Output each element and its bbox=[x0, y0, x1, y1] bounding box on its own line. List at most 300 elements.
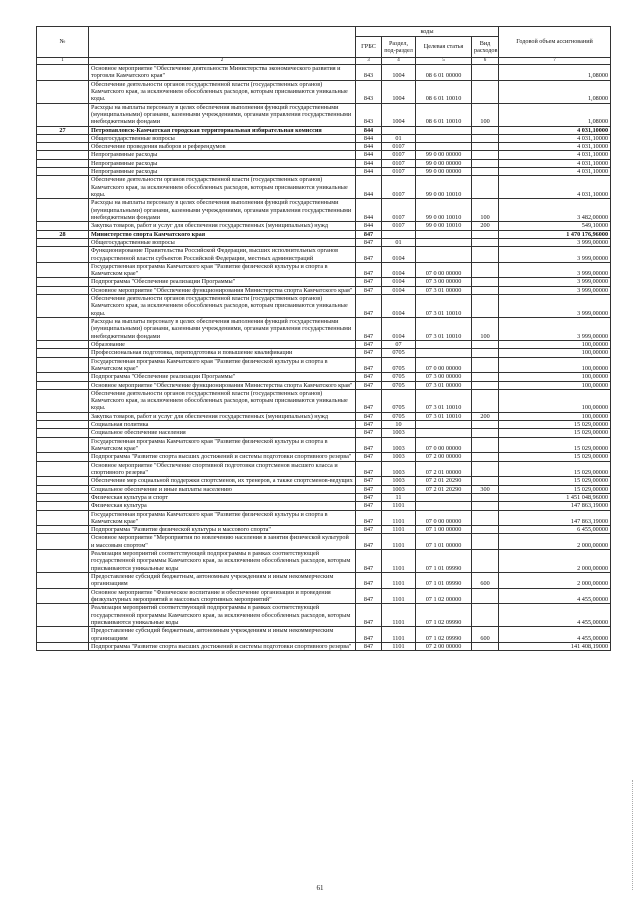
row-sum: 1,08000 bbox=[499, 65, 611, 81]
row-razdel: 0705 bbox=[382, 412, 416, 420]
row-number bbox=[37, 238, 89, 246]
row-grbs: 847 bbox=[356, 604, 382, 627]
row-grbs: 847 bbox=[356, 502, 382, 510]
row-target-article: 07 1 02 09990 bbox=[416, 604, 472, 627]
table-row bbox=[37, 642, 611, 650]
row-grbs: 847 bbox=[356, 642, 382, 650]
row-sum: 100,00000 bbox=[499, 373, 611, 381]
row-target-article: 07 0 00 00000 bbox=[416, 437, 472, 453]
row-number bbox=[37, 534, 89, 550]
row-target-article: 07 1 02 00000 bbox=[416, 588, 472, 604]
row-expense-type bbox=[472, 247, 499, 263]
row-grbs: 844 bbox=[356, 176, 382, 199]
table-row bbox=[37, 502, 611, 510]
row-razdel: 1003 bbox=[382, 437, 416, 453]
row-target-article: 07 1 01 00000 bbox=[416, 534, 472, 550]
table-row bbox=[37, 262, 611, 278]
row-target-article: 07 0 00 00000 bbox=[416, 510, 472, 526]
row-expense-type bbox=[472, 381, 499, 389]
row-expense-type bbox=[472, 453, 499, 461]
table-row bbox=[37, 526, 611, 534]
row-target-article bbox=[416, 126, 472, 134]
row-target-article: 99 0 00 10010 bbox=[416, 199, 472, 222]
row-name: Образование bbox=[89, 340, 356, 348]
table-row bbox=[37, 65, 611, 81]
row-sum: 3 999,00000 bbox=[499, 278, 611, 286]
row-grbs: 843 bbox=[356, 65, 382, 81]
row-name: Профессиональная подготовка, переподготовка и повышение квалификации bbox=[89, 349, 356, 357]
row-name: Обеспечение деятельности органов государственной власти (государственных органов) Камчатского края, за исключением обособленных расходов, которым присваиваются уникальные коды. bbox=[89, 389, 356, 412]
row-expense-type bbox=[472, 349, 499, 357]
row-grbs: 847 bbox=[356, 340, 382, 348]
row-sum: 15 029,00000 bbox=[499, 421, 611, 429]
row-sum: 100,00000 bbox=[499, 340, 611, 348]
row-expense-type bbox=[472, 80, 499, 103]
row-target-article: 07 3 01 10010 bbox=[416, 318, 472, 341]
row-expense-type bbox=[472, 604, 499, 627]
row-name: Социальная политика bbox=[89, 421, 356, 429]
row-sum: 4 031,10000 bbox=[499, 134, 611, 142]
row-grbs: 844 bbox=[356, 126, 382, 134]
row-razdel: 0104 bbox=[382, 278, 416, 286]
row-expense-type bbox=[472, 389, 499, 412]
row-razdel: 1101 bbox=[382, 550, 416, 573]
table-row bbox=[37, 168, 611, 176]
row-grbs: 847 bbox=[356, 550, 382, 573]
row-sum: 3 999,00000 bbox=[499, 286, 611, 294]
header-annual-sum: Годовой объем ассигнований bbox=[499, 27, 611, 58]
row-expense-type bbox=[472, 642, 499, 650]
row-name: Основное мероприятие "Обеспечение функционирования Министерства спорта Камчатского края" bbox=[89, 381, 356, 389]
row-expense-type bbox=[472, 526, 499, 534]
row-expense-type bbox=[472, 168, 499, 176]
table-row bbox=[37, 627, 611, 643]
row-razdel: 0705 bbox=[382, 373, 416, 381]
row-razdel: 1003 bbox=[382, 453, 416, 461]
row-expense-type bbox=[472, 429, 499, 437]
row-sum: 100,00000 bbox=[499, 412, 611, 420]
row-target-article: 07 3 01 10010 bbox=[416, 295, 472, 318]
row-razdel bbox=[382, 126, 416, 134]
header-number: № bbox=[37, 27, 89, 58]
table-row bbox=[37, 176, 611, 199]
table-row bbox=[37, 349, 611, 357]
row-number bbox=[37, 485, 89, 493]
row-number bbox=[37, 642, 89, 650]
row-razdel: 0705 bbox=[382, 349, 416, 357]
row-razdel: 1101 bbox=[382, 642, 416, 650]
row-number bbox=[37, 340, 89, 348]
row-razdel: 0104 bbox=[382, 247, 416, 263]
row-target-article: 07 2 01 20290 bbox=[416, 485, 472, 493]
row-grbs: 847 bbox=[356, 477, 382, 485]
row-target-article bbox=[416, 421, 472, 429]
row-sum: 6 455,00000 bbox=[499, 526, 611, 534]
row-target-article: 99 0 00 10010 bbox=[416, 222, 472, 230]
row-grbs: 847 bbox=[356, 238, 382, 246]
row-number bbox=[37, 278, 89, 286]
row-expense-type bbox=[472, 550, 499, 573]
row-razdel: 0705 bbox=[382, 389, 416, 412]
row-target-article bbox=[416, 340, 472, 348]
row-sum: 4 031,10000 bbox=[499, 159, 611, 167]
row-name: Государственная программа Камчатского края "Развитие физической культуры и спорта в Камчатском крае" bbox=[89, 262, 356, 278]
row-grbs: 847 bbox=[356, 318, 382, 341]
row-number bbox=[37, 502, 89, 510]
row-number bbox=[37, 262, 89, 278]
row-target-article: 99 0 00 00000 bbox=[416, 168, 472, 176]
row-name: Расходы на выплаты персоналу в целях обеспечения выполнения функций государственными (муниципальными) органами, казенными учреждениями, органами управления государственными внебюджетными фондами bbox=[89, 318, 356, 341]
row-number bbox=[37, 477, 89, 485]
row-number: 28 bbox=[37, 230, 89, 238]
row-expense-type: 200 bbox=[472, 412, 499, 420]
row-grbs: 844 bbox=[356, 143, 382, 151]
row-sum: 3 999,00000 bbox=[499, 318, 611, 341]
row-target-article bbox=[416, 238, 472, 246]
row-name: Петропавловск-Камчатская городская территориальная избирательная комиссия bbox=[89, 126, 356, 134]
row-sum: 4 031,10000 bbox=[499, 176, 611, 199]
table-row bbox=[37, 238, 611, 246]
row-number bbox=[37, 318, 89, 341]
row-target-article: 07 2 01 00000 bbox=[416, 461, 472, 477]
row-number bbox=[37, 247, 89, 263]
row-name: Министерство спорта Камчатского края bbox=[89, 230, 356, 238]
row-name: Общегосударственные вопросы bbox=[89, 238, 356, 246]
row-razdel: 0104 bbox=[382, 286, 416, 294]
table-row bbox=[37, 573, 611, 589]
row-sum: 4 031,10000 bbox=[499, 151, 611, 159]
row-grbs: 847 bbox=[356, 412, 382, 420]
table-row bbox=[37, 134, 611, 142]
row-name: Основное мероприятие "Физическое воспитание и обеспечение организации и проведения физкультурных мероприятий и массовых спортивных мероприятий" bbox=[89, 588, 356, 604]
row-number bbox=[37, 604, 89, 627]
row-sum: 4 031,10000 bbox=[499, 126, 611, 134]
row-grbs: 847 bbox=[356, 286, 382, 294]
row-name: Непрограммные расходы bbox=[89, 151, 356, 159]
row-sum: 2 000,00000 bbox=[499, 573, 611, 589]
table-row bbox=[37, 412, 611, 420]
table-row bbox=[37, 477, 611, 485]
row-grbs: 847 bbox=[356, 357, 382, 373]
row-expense-type bbox=[472, 510, 499, 526]
row-number bbox=[37, 295, 89, 318]
row-target-article: 07 1 00 00000 bbox=[416, 526, 472, 534]
row-razdel: 1101 bbox=[382, 502, 416, 510]
row-razdel: 0107 bbox=[382, 168, 416, 176]
row-expense-type: 600 bbox=[472, 627, 499, 643]
row-number: 27 bbox=[37, 126, 89, 134]
row-target-article: 07 0 00 00000 bbox=[416, 357, 472, 373]
row-sum: 1,08000 bbox=[499, 80, 611, 103]
row-razdel: 1004 bbox=[382, 65, 416, 81]
row-target-article: 99 0 00 10010 bbox=[416, 176, 472, 199]
row-razdel: 0104 bbox=[382, 295, 416, 318]
row-sum: 1 470 176,96000 bbox=[499, 230, 611, 238]
row-sum: 549,10000 bbox=[499, 222, 611, 230]
row-sum: 100,00000 bbox=[499, 381, 611, 389]
row-razdel: 1101 bbox=[382, 510, 416, 526]
row-name: Реализация мероприятий соответствующей подпрограммы в рамках соответствующей государственной программы Камчатского края, за исключением обособленных расходов, которым присваиваются уникальные коды bbox=[89, 550, 356, 573]
row-grbs: 847 bbox=[356, 295, 382, 318]
row-number bbox=[37, 151, 89, 159]
row-razdel: 1101 bbox=[382, 627, 416, 643]
row-target-article: 08 6 01 10010 bbox=[416, 80, 472, 103]
row-number bbox=[37, 168, 89, 176]
table-row bbox=[37, 295, 611, 318]
row-grbs: 847 bbox=[356, 534, 382, 550]
row-name: Социальное обеспечение и иные выплаты населению bbox=[89, 485, 356, 493]
budget-page bbox=[36, 26, 610, 651]
row-razdel: 0107 bbox=[382, 199, 416, 222]
row-grbs: 843 bbox=[356, 80, 382, 103]
row-grbs: 847 bbox=[356, 349, 382, 357]
row-razdel: 0107 bbox=[382, 222, 416, 230]
row-name: Обеспечение деятельности органов государственной власти (государственных органов) Камчатского края, за исключением обособленных расходов, которым присваиваются уникальные коды. bbox=[89, 295, 356, 318]
row-sum: 15 029,00000 bbox=[499, 461, 611, 477]
row-target-article: 99 0 00 00000 bbox=[416, 151, 472, 159]
row-razdel: 01 bbox=[382, 134, 416, 142]
row-grbs: 847 bbox=[356, 421, 382, 429]
header-name bbox=[89, 27, 356, 58]
row-expense-type bbox=[472, 340, 499, 348]
table-row bbox=[37, 389, 611, 412]
row-grbs: 847 bbox=[356, 389, 382, 412]
row-razdel: 0705 bbox=[382, 357, 416, 373]
row-grbs: 847 bbox=[356, 381, 382, 389]
row-expense-type bbox=[472, 502, 499, 510]
table-row bbox=[37, 461, 611, 477]
row-razdel: 10 bbox=[382, 421, 416, 429]
row-name: Предоставление субсидий бюджетным, автономным учреждениям и иным некоммерческим организациям bbox=[89, 573, 356, 589]
table-row bbox=[37, 381, 611, 389]
row-razdel: 1101 bbox=[382, 604, 416, 627]
row-sum: 15 029,00000 bbox=[499, 453, 611, 461]
row-razdel: 1101 bbox=[382, 588, 416, 604]
row-name: Закупка товаров, работ и услуг для обеспечения государственных (муниципальных) нужд bbox=[89, 222, 356, 230]
row-expense-type bbox=[472, 421, 499, 429]
row-target-article bbox=[416, 134, 472, 142]
row-name: Обеспечение деятельности органов государственной власти (государственных органов) Камчатского края, за исключением обособленных расходов, которым присваиваются уникальные коды. bbox=[89, 80, 356, 103]
row-grbs: 847 bbox=[356, 373, 382, 381]
row-name: Расходы на выплаты персоналу в целях обеспечения выполнения функций государственными (муниципальными) органами, казенными учреждениями, органами управления государственными внебюджетными фондами bbox=[89, 199, 356, 222]
row-expense-type bbox=[472, 176, 499, 199]
row-target-article: 07 3 00 00000 bbox=[416, 373, 472, 381]
column-number-6: 6 bbox=[472, 58, 499, 65]
row-grbs: 847 bbox=[356, 493, 382, 501]
row-expense-type: 100 bbox=[472, 199, 499, 222]
row-name: Обеспечение проведения выборов и референдумов bbox=[89, 143, 356, 151]
row-number bbox=[37, 80, 89, 103]
header-target-article: Целевая статья bbox=[416, 37, 472, 58]
table-row bbox=[37, 429, 611, 437]
row-target-article: 08 6 01 00000 bbox=[416, 65, 472, 81]
row-expense-type: 200 bbox=[472, 222, 499, 230]
row-name: Основное мероприятие "Обеспечение спортивной подготовки спортсменов высшего класса и спортивного резерва" bbox=[89, 461, 356, 477]
row-name: Физическая культура и спорт bbox=[89, 493, 356, 501]
table-row bbox=[37, 222, 611, 230]
table-row bbox=[37, 588, 611, 604]
row-target-article bbox=[416, 493, 472, 501]
row-sum: 141 408,19000 bbox=[499, 642, 611, 650]
row-target-article: 07 3 01 00000 bbox=[416, 381, 472, 389]
row-number bbox=[37, 103, 89, 126]
column-number-4: 4 bbox=[382, 58, 416, 65]
table-row bbox=[37, 493, 611, 501]
row-target-article: 99 0 00 00000 bbox=[416, 159, 472, 167]
row-target-article: 08 6 01 10010 bbox=[416, 103, 472, 126]
row-razdel: 1004 bbox=[382, 80, 416, 103]
row-target-article bbox=[416, 349, 472, 357]
row-target-article: 07 3 01 00000 bbox=[416, 286, 472, 294]
row-sum: 147 863,19000 bbox=[499, 502, 611, 510]
row-sum: 3 999,00000 bbox=[499, 238, 611, 246]
row-expense-type bbox=[472, 295, 499, 318]
column-number-1: 1 bbox=[37, 58, 89, 65]
table-row bbox=[37, 485, 611, 493]
row-grbs: 847 bbox=[356, 510, 382, 526]
row-sum: 100,00000 bbox=[499, 349, 611, 357]
table-row bbox=[37, 286, 611, 294]
row-sum: 4 031,10000 bbox=[499, 143, 611, 151]
row-razdel: 1101 bbox=[382, 526, 416, 534]
row-number bbox=[37, 357, 89, 373]
row-grbs: 847 bbox=[356, 262, 382, 278]
row-name: Подпрограмма "Развитие физической культуры и массового спорта" bbox=[89, 526, 356, 534]
row-number bbox=[37, 453, 89, 461]
row-sum: 15 029,00000 bbox=[499, 437, 611, 453]
column-number-7: 7 bbox=[499, 58, 611, 65]
row-expense-type bbox=[472, 477, 499, 485]
table-row bbox=[37, 373, 611, 381]
row-target-article: 07 3 01 10010 bbox=[416, 389, 472, 412]
row-grbs: 847 bbox=[356, 453, 382, 461]
row-razdel: 1003 bbox=[382, 429, 416, 437]
row-sum: 3 999,00000 bbox=[499, 247, 611, 263]
row-name: Подпрограмма "Обеспечение реализации Программы" bbox=[89, 373, 356, 381]
row-razdel: 1003 bbox=[382, 477, 416, 485]
row-number bbox=[37, 429, 89, 437]
row-sum: 100,00000 bbox=[499, 357, 611, 373]
row-grbs: 844 bbox=[356, 159, 382, 167]
row-grbs: 844 bbox=[356, 134, 382, 142]
row-razdel: 0107 bbox=[382, 159, 416, 167]
row-number bbox=[37, 222, 89, 230]
row-number bbox=[37, 373, 89, 381]
row-expense-type bbox=[472, 373, 499, 381]
row-razdel: 0107 bbox=[382, 151, 416, 159]
row-expense-type bbox=[472, 126, 499, 134]
row-grbs: 844 bbox=[356, 222, 382, 230]
column-number-5: 5 bbox=[416, 58, 472, 65]
row-razdel: 1101 bbox=[382, 534, 416, 550]
row-expense-type bbox=[472, 230, 499, 238]
row-expense-type bbox=[472, 493, 499, 501]
row-grbs: 844 bbox=[356, 151, 382, 159]
row-name: Обеспечение мер социальной поддержки спортсменов, их тренеров, а также спортсменов-ведущих bbox=[89, 477, 356, 485]
row-razdel: 0107 bbox=[382, 143, 416, 151]
row-name: Обеспечение деятельности органов государственной власти (государственных органов) Камчатского края, за исключением обособленных расходов, которым присваиваются уникальные коды. bbox=[89, 176, 356, 199]
row-name: Государственная программа Камчатского края "Развитие физической культуры и спорта в Камчатском крае" bbox=[89, 510, 356, 526]
row-target-article: 07 3 01 10010 bbox=[416, 412, 472, 420]
column-number-2: 2 bbox=[89, 58, 356, 65]
row-target-article bbox=[416, 502, 472, 510]
row-expense-type bbox=[472, 238, 499, 246]
table-row bbox=[37, 126, 611, 134]
row-expense-type bbox=[472, 134, 499, 142]
table-row bbox=[37, 318, 611, 341]
row-name: Функционирование Правительства Российской Федерации, высших исполнительных органов государственной власти субъектов Российской Федерации, местных администраций bbox=[89, 247, 356, 263]
table-row bbox=[37, 230, 611, 238]
table-row bbox=[37, 437, 611, 453]
row-number bbox=[37, 493, 89, 501]
row-name: Непрограммные расходы bbox=[89, 159, 356, 167]
header-razdel: Раздел, под-раздел bbox=[382, 37, 416, 58]
row-razdel: 1003 bbox=[382, 485, 416, 493]
row-number bbox=[37, 389, 89, 412]
table-row bbox=[37, 103, 611, 126]
row-sum: 4 455,00000 bbox=[499, 588, 611, 604]
table-row bbox=[37, 510, 611, 526]
row-expense-type bbox=[472, 286, 499, 294]
row-grbs: 847 bbox=[356, 278, 382, 286]
row-number bbox=[37, 199, 89, 222]
row-sum: 1 451 048,96000 bbox=[499, 493, 611, 501]
row-name: Государственная программа Камчатского края "Развитие физической культуры и спорта в Камчатском крае" bbox=[89, 357, 356, 373]
row-grbs: 847 bbox=[356, 627, 382, 643]
row-grbs: 847 bbox=[356, 429, 382, 437]
row-number bbox=[37, 412, 89, 420]
row-expense-type bbox=[472, 357, 499, 373]
row-number bbox=[37, 65, 89, 81]
row-expense-type: 300 bbox=[472, 485, 499, 493]
row-expense-type: 600 bbox=[472, 573, 499, 589]
row-sum: 1,08000 bbox=[499, 103, 611, 126]
row-target-article: 07 2 00 00000 bbox=[416, 642, 472, 650]
table-row bbox=[37, 143, 611, 151]
table-row bbox=[37, 534, 611, 550]
row-razdel: 01 bbox=[382, 238, 416, 246]
row-name: Реализация мероприятий соответствующей подпрограммы в рамках соответствующей государственной программы Камчатского края, за исключением обособленных расходов, которым присваиваются уникальные коды bbox=[89, 604, 356, 627]
row-name: Подпрограмма "Развитие спорта высших достижений и системы подготовки спортивного резерва" bbox=[89, 453, 356, 461]
row-sum: 2 000,00000 bbox=[499, 534, 611, 550]
row-grbs: 847 bbox=[356, 437, 382, 453]
row-expense-type: 100 bbox=[472, 103, 499, 126]
row-number bbox=[37, 526, 89, 534]
budget-table bbox=[36, 26, 611, 651]
row-grbs: 847 bbox=[356, 230, 382, 238]
row-number bbox=[37, 349, 89, 357]
row-razdel: 0107 bbox=[382, 176, 416, 199]
row-number bbox=[37, 437, 89, 453]
row-name: Основное мероприятие "Обеспечение функционирования Министерства спорта Камчатского края" bbox=[89, 286, 356, 294]
row-target-article bbox=[416, 247, 472, 263]
row-sum: 4 455,00000 bbox=[499, 627, 611, 643]
table-row bbox=[37, 159, 611, 167]
row-sum: 2 000,00000 bbox=[499, 550, 611, 573]
row-expense-type bbox=[472, 65, 499, 81]
row-grbs: 847 bbox=[356, 461, 382, 477]
row-target-article: 07 2 01 20290 bbox=[416, 477, 472, 485]
row-razdel: 0104 bbox=[382, 318, 416, 341]
row-number bbox=[37, 627, 89, 643]
header-codes: коды bbox=[356, 27, 499, 37]
row-expense-type bbox=[472, 151, 499, 159]
table-row bbox=[37, 340, 611, 348]
row-target-article: 07 2 00 00000 bbox=[416, 453, 472, 461]
row-razdel: 11 bbox=[382, 493, 416, 501]
row-number bbox=[37, 588, 89, 604]
row-grbs: 844 bbox=[356, 199, 382, 222]
